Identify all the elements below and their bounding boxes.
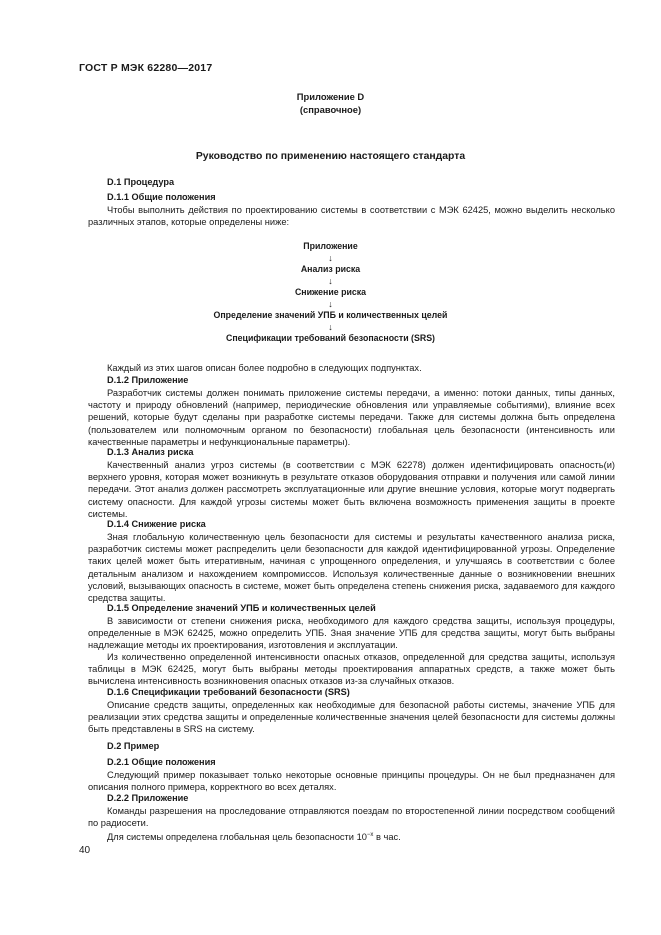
section-d1-heading: D.1 Процедура xyxy=(107,177,175,187)
section-d1-2-text: Разработчик системы должен понимать приложение системы передачи, а именно: потоки данных, типы данных, частоту и природу обновлений (например, периодические обновления или управляемые событиями), влияние всех решений, которые будут сделаны при разработке системы передачи. Также для системы должна быть определена (пользователем или полномочным органом по безопасности) глобальная цель безопасности (интенсивность или качественные параметры и нефункциональные параметры). xyxy=(88,388,615,447)
main-title: Руководство по применению настоящего стандарта xyxy=(195,151,466,162)
flow-arrow-icon: ↓ xyxy=(328,322,333,332)
goal-exponent: −x xyxy=(366,832,374,838)
flow-step-1: Приложение xyxy=(303,241,358,251)
section-d1-5-heading: D.1.5 Определение значений УПБ и количественных целей xyxy=(107,603,376,613)
flow-arrow-icon: ↓ xyxy=(328,299,333,309)
after-flow-text: Каждый из этих шагов описан более подробно в следующих подпунктах. xyxy=(107,363,422,373)
section-d1-3-heading: D.1.3 Анализ риска xyxy=(107,447,194,457)
section-d2-2-heading: D.2.2 Приложение xyxy=(107,793,189,803)
section-d1-4-text: Зная глобальную количественную цель безопасности для системы и результаты качественного анализа риска, разработчик системы может распределить цели безопасности для каждой идентифицированной угрозы. Определение таких целей может быть итеративным, начиная с упрощенного определения, и улучшаясь в соответствии с более детальным анализом и нахождением компромиссов. Используя количественные данные о возникновении внешних условий, вызывающих опасность в системе, может быть определена степень снижения риска, задаваемого для каждого средства защиты. xyxy=(88,532,615,604)
section-d2-1-text: Следующий пример показывает только некоторые основные принципы процедуры. Он не был предназначен для описания полного примера, корректного во всех деталях. xyxy=(88,770,615,793)
section-d2-2-text-1: Команды разрешения на проследование отправляются поездам по второстепенной линии посредством сообщений по радиосети. xyxy=(88,806,615,829)
flow-step-4: Определение значений УПБ и количественных целей xyxy=(213,310,448,320)
section-d1-6-heading: D.1.6 Спецификации требований безопасности (SRS) xyxy=(107,687,350,697)
flow-step-2: Анализ риска xyxy=(300,264,361,274)
flow-arrow-icon: ↓ xyxy=(328,276,333,286)
section-d1-3-text: Качественный анализ угроз системы (в соответствии с МЭК 62278) должен идентифицировать опасность(и) верхнего уровня, которая может возникнуть в результате отказов оборудования отправки и получения или самой линии передачи. Этот анализ должен рассмотреть эксплуатационные или другие внешние условия, которые могут подвергать систему опасности. Для каждой угрозы системы может быть включена возможность применения защиты в проекте системы. xyxy=(88,460,615,519)
section-d2-2-text-2 xyxy=(88,829,615,843)
page-number: 40 xyxy=(79,845,91,856)
goal-text-end: в час. xyxy=(373,832,401,843)
section-d1-6-text: Описание средств защиты, определенных как необходимые для безопасной работы системы, значение УПБ для реализации этих средства защиты и определенные количественные значения целей безопасности для системы должны быть представлены в SRS на систему. xyxy=(88,700,615,735)
section-d1-2-heading: D.1.2 Приложение xyxy=(107,375,189,385)
section-d1-5-text-2: Из количественно определенной интенсивности опасных отказов, определенной для средства защиты, используя таблицы в МЭК 62425, могут быть выбраны методы проектирования аппаратных средств, а также может быть вычислена интенсивность возникновения опасных отказов из-за случайных отказов. xyxy=(88,652,615,687)
section-d1-4-heading: D.1.4 Снижение риска xyxy=(107,519,206,529)
flow-arrow-icon: ↓ xyxy=(328,253,333,263)
section-d2-1-heading: D.2.1 Общие положения xyxy=(107,757,216,767)
section-d1-1-heading: D.1.1 Общие положения xyxy=(107,192,216,202)
annex-title: Приложение D xyxy=(296,91,365,102)
document-number: ГОСТ Р МЭК 62280—2017 xyxy=(79,62,213,74)
section-d1-5-text-1: В зависимости от степени снижения риска, необходимого для каждого средства защиты, используя процедуры, определенные в МЭК 62425, можно определить УПБ. Зная значение УПБ для средства защиты, могут быть выбраны надлежащие методы их проектирования, изготовления и эксплуатации. xyxy=(88,616,615,651)
section-d2-heading: D.2 Пример xyxy=(107,741,160,751)
annex-subtitle: (справочное) xyxy=(299,104,362,115)
goal-text: Для системы определена глобальная цель безопасности 10 xyxy=(107,832,367,843)
flow-step-3: Снижение риска xyxy=(294,287,367,297)
section-d1-1-text: Чтобы выполнить действия по проектированию системы в соответствии с МЭК 62425, можно выделить несколько различных этапов, которые определены ниже: xyxy=(88,205,615,228)
flow-step-5: Спецификации требований безопасности (SRS) xyxy=(226,333,435,343)
